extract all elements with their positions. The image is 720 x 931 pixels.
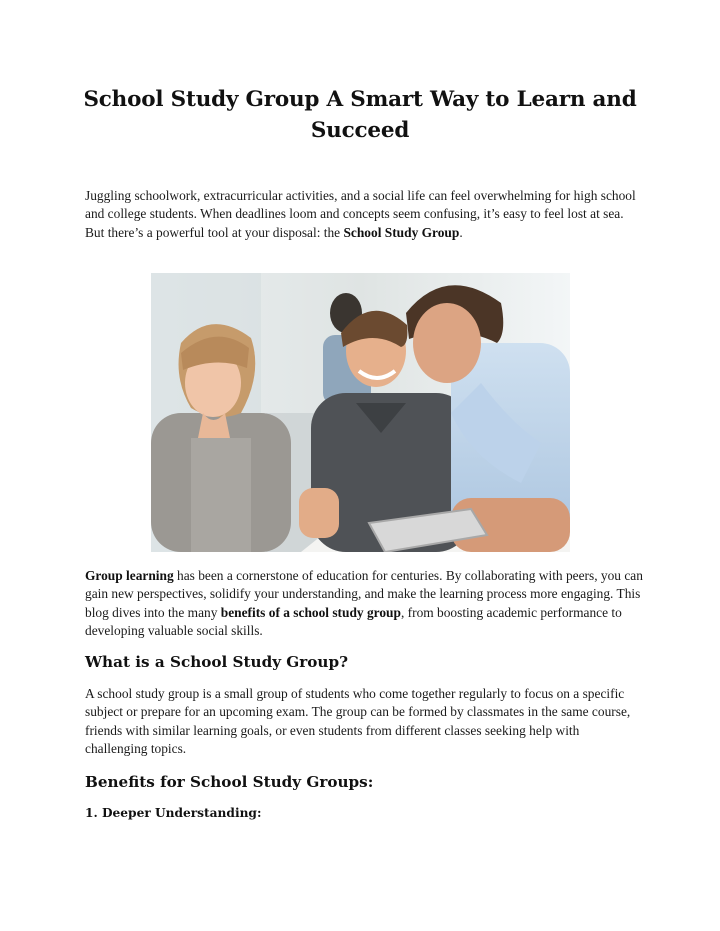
intro-bold-term: School Study Group (343, 224, 460, 240)
para2-text-1: has been a cornerstone of education for centuries. By collaborating with peers, you can gain new perspectives, solidify your understanding, and make the learning process more engaging. This blog dives into the many (85, 568, 643, 620)
section-heading-what-is: What is a School Study Group? (85, 653, 348, 671)
benefits-term: benefits of a school study group (220, 604, 401, 620)
para2-text-2: , from boosting academic performance to developing valuable social skills. (85, 604, 622, 638)
students-studying-photo (151, 273, 570, 552)
page-title: School Study Group A Smart Way to Learn and Succeed (83, 87, 637, 143)
section-heading-benefits: Benefits for School Study Groups: (85, 773, 374, 791)
intro-end: . (459, 224, 463, 240)
what-is-paragraph: A school study group is a small group of students who come together regularly to focus on a specific subject or prepare for an upcoming exam. The group can be formed by classmates in the same course, friends with similar learning goals, or even students from different classes seeking help with challenging topics. (85, 686, 631, 756)
intro-text: Juggling schoolwork, extracurricular activities, and a social life can feel overwhelming for high school and college students. When deadlines loom and concepts seem confusing, it’s easy to feel lost at sea. But there’s a powerful tool at your disposal: the (85, 188, 636, 240)
intro-paragraph (85, 187, 645, 242)
group-learning-term: Group learning (85, 568, 174, 583)
group-learning-paragraph (85, 567, 645, 640)
subheading-deeper-understanding: 1. Deeper Understanding: (85, 806, 262, 820)
